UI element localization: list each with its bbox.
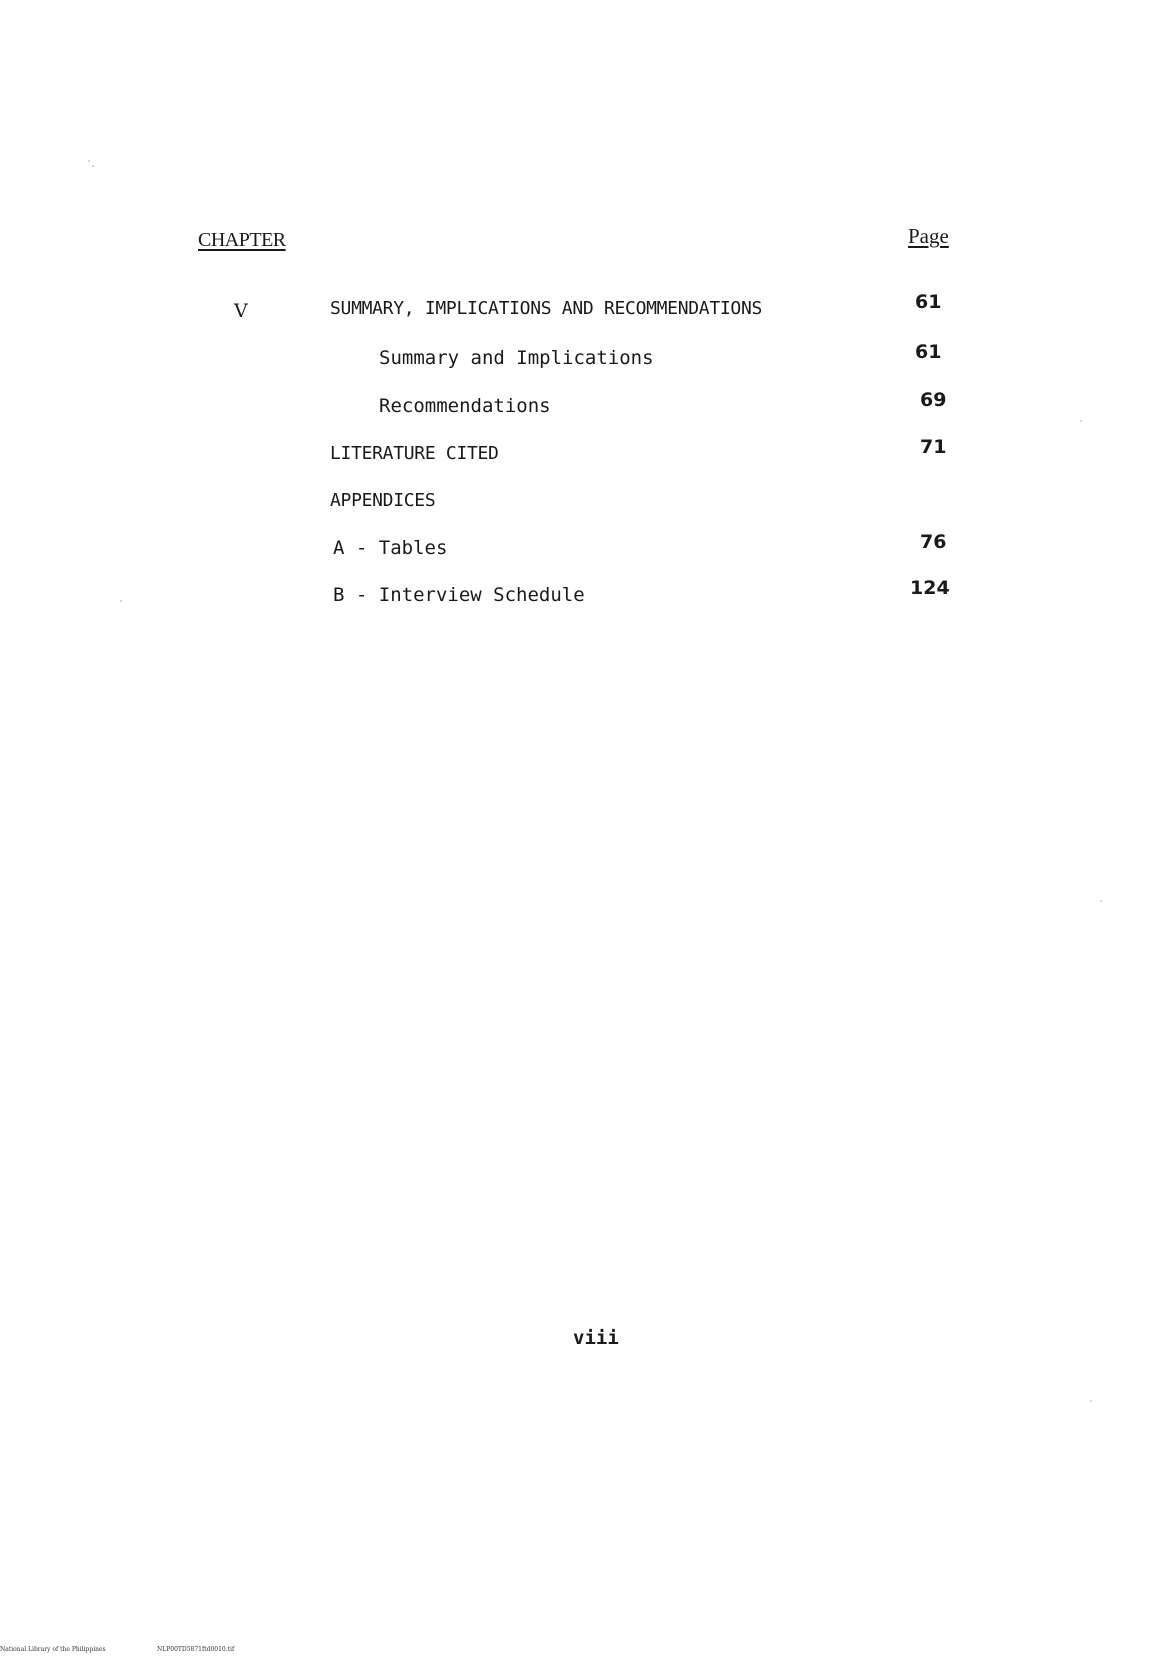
toc-entry-page: 61 — [915, 341, 942, 363]
scan-speck — [1090, 1400, 1092, 1402]
scan-speck — [120, 600, 122, 602]
toc-entry-page: 71 — [920, 436, 947, 458]
toc-entry-title: Summary and Implications — [379, 347, 654, 369]
scan-speck — [92, 165, 94, 167]
chapter-column-heading: CHAPTER — [198, 229, 286, 251]
toc-entry-title: Recommendations — [379, 395, 551, 417]
chapter-number: V — [234, 300, 248, 322]
toc-entry-title: SUMMARY, IMPLICATIONS AND RECOMMENDATIONS — [330, 298, 763, 319]
toc-entry-page: 69 — [920, 389, 947, 411]
page-column-heading: Page — [908, 224, 949, 248]
toc-entry-title: APPENDICES — [330, 490, 436, 511]
toc-entry-page: 76 — [920, 531, 947, 553]
scan-speck — [1080, 420, 1082, 422]
toc-entry-page: 61 — [915, 291, 942, 313]
toc-entry-title: A - Tables — [333, 537, 448, 559]
toc-entry-title: B - Interview Schedule — [333, 584, 585, 606]
page-folio: viii — [573, 1327, 619, 1349]
scan-speck — [1100, 900, 1102, 902]
toc-entry-page: 124 — [910, 577, 950, 599]
scan-footer-library: National Library of the Philippines — [0, 1646, 106, 1653]
toc-entry-title: LITERATURE CITED — [330, 443, 499, 464]
scan-footer-filename: NLP00TD5871ftd0010.tif — [157, 1646, 235, 1653]
scan-speck — [88, 160, 90, 162]
